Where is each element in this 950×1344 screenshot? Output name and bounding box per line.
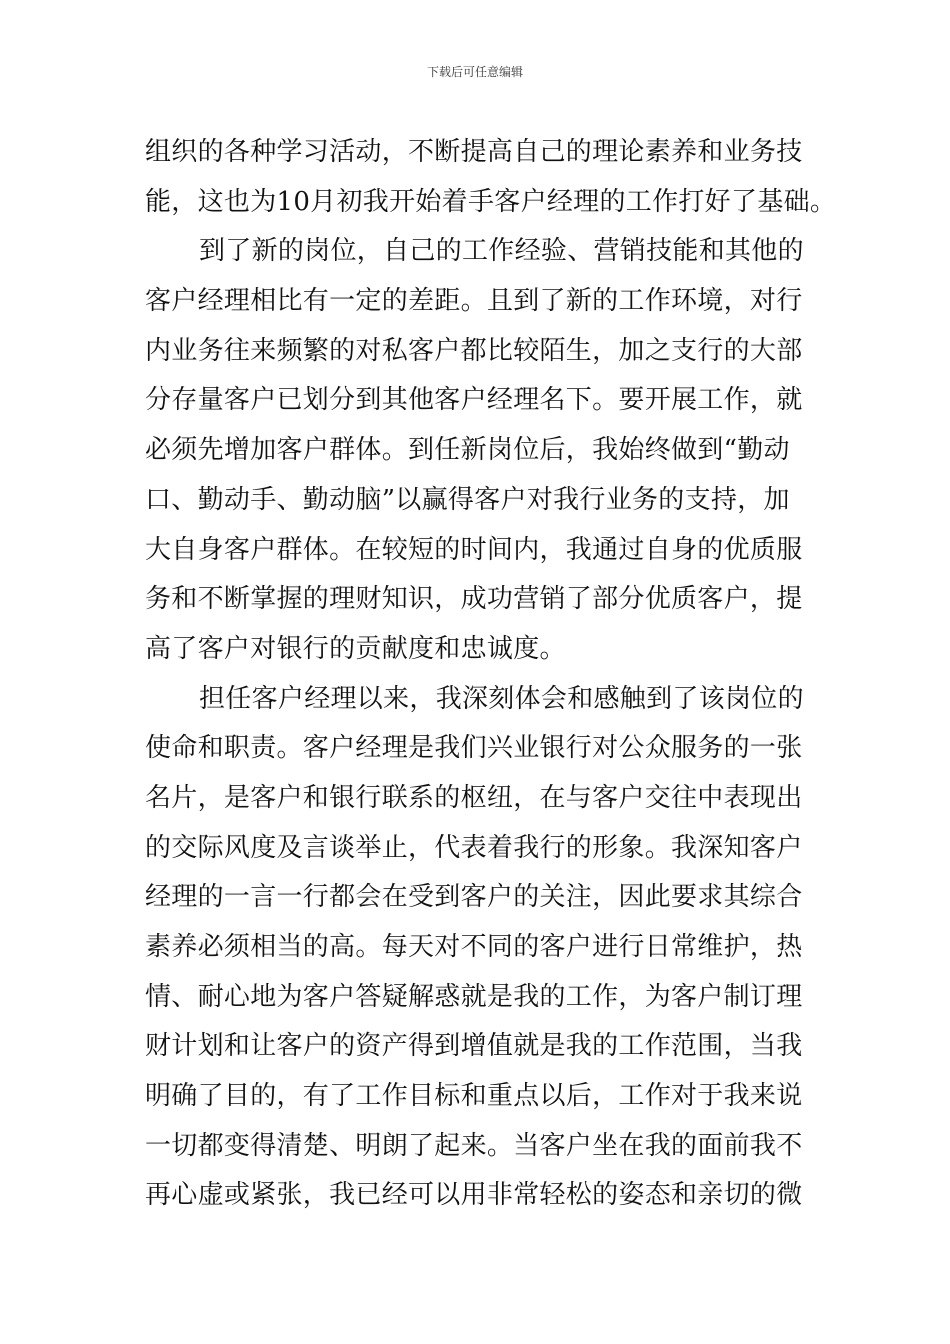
text-line-6: 分存量客户已划分到其他客户经理名下。要开展工作，就 [145, 385, 803, 416]
text-line-4: 客户经理相比有一定的差距。且到了新的工作环境，对行 [145, 286, 803, 317]
text-line-2: 能，这也为10月初我开始着手客户经理的工作打好了基础。 [145, 186, 837, 217]
text-line-13: 使命和职责。客户经理是我们兴业银行对公众服务的一张 [145, 733, 803, 764]
text-line-20: 明确了目的，有了工作目标和重点以后，工作对于我来说 [145, 1081, 803, 1112]
text-line-19: 财计划和让客户的资产得到增值就是我的工作范围，当我 [145, 1031, 803, 1062]
text-line-7: 必须先增加客户群体。到任新岗位后，我始终做到“勤动 [145, 435, 790, 466]
text-line-9: 大自身客户群体。在较短的时间内，我通过自身的优质服 [145, 534, 803, 565]
text-line-12: 担任客户经理以来，我深刻体会和感触到了该岗位的 [199, 683, 804, 714]
text-line-10: 务和不断掌握的理财知识，成功营销了部分优质客户，提 [145, 584, 803, 615]
text-line-3: 到了新的岗位，自己的工作经验、营销技能和其他的 [199, 236, 804, 267]
page-header: 下载后可任意编辑 [426, 65, 523, 79]
text-line-1: 组织的各种学习活动，不断提高自己的理论素养和业务技 [145, 137, 803, 167]
text-line-8: 口、勤动手、勤动脑”以赢得客户对我行业务的支持，加 [145, 484, 790, 515]
text-line-14: 名片，是客户和银行联系的枢纽，在与客户交往中表现出 [145, 782, 803, 813]
text-line-15: 的交际风度及言谈举止，代表着我行的形象。我深知客户 [145, 832, 803, 863]
text-line-5: 内业务往来频繁的对私客户都比较陌生，加之支行的大部 [145, 335, 803, 366]
text-line-21: 一切都变得清楚、明朗了起来。当客户坐在我的面前我不 [145, 1130, 803, 1161]
text-line-17: 素养必须相当的高。每天对不同的客户进行日常维护，热 [145, 932, 803, 962]
document-body [145, 128, 837, 1221]
text-line-16: 经理的一言一行都会在受到客户的关注，因此要求其综合 [145, 882, 803, 913]
text-line-11: 高了客户对银行的贡献度和忠诚度。 [145, 633, 566, 664]
text-line-18: 情、耐心地为客户答疑解惑就是我的工作，为客户制订理 [145, 981, 803, 1012]
text-line-22: 再心虚或紧张，我已经可以用非常轻松的姿态和亲切的微 [145, 1180, 803, 1211]
